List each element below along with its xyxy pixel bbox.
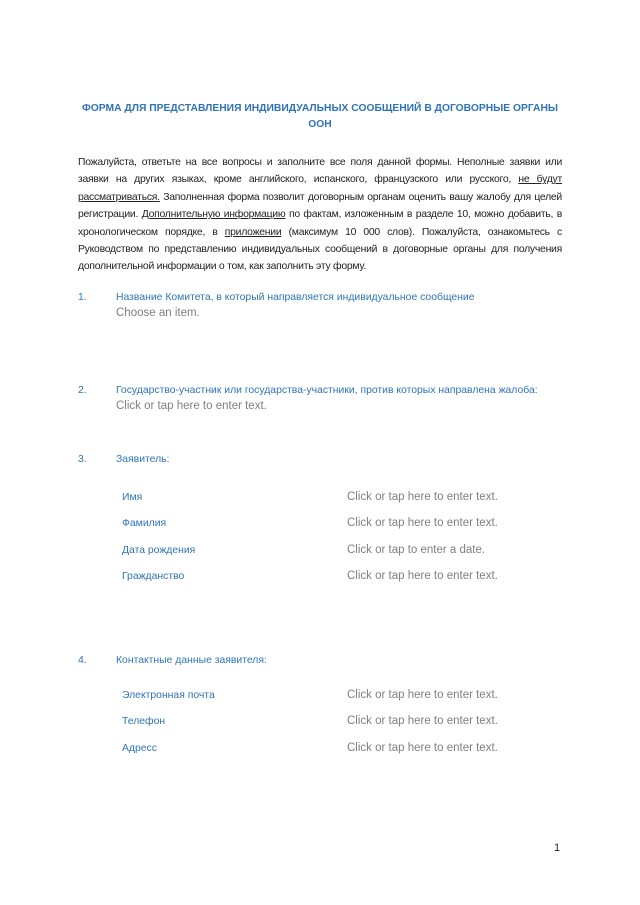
- birth-date-input[interactable]: Click or tap to enter a date.: [347, 543, 486, 556]
- section-number: 4.: [78, 654, 87, 666]
- field-label: Фамилия: [122, 518, 167, 530]
- section-state-party: [78, 383, 562, 414]
- first-name-input[interactable]: Click or tap here to enter text.: [347, 490, 498, 503]
- section-applicant: [78, 452, 562, 597]
- field-row: [122, 689, 562, 716]
- intro-paragraph: [78, 154, 562, 276]
- section-number: 2.: [78, 384, 87, 396]
- intro-text: по фактам, изложенным в разделе 10, можно добавить, в хронологическом порядке, в: [78, 209, 563, 238]
- annex-link: приложении: [224, 226, 282, 238]
- field-label: Телефон: [122, 716, 166, 728]
- field-label: Дата рождения: [122, 544, 196, 556]
- field-row: [122, 570, 562, 597]
- field-row: [122, 742, 562, 769]
- email-input[interactable]: Click or tap here to enter text.: [347, 688, 498, 701]
- page-number: 1: [554, 842, 561, 854]
- section-label: Государство-участник или государства-участники, против которых направлена жалоба:: [116, 384, 538, 396]
- section-label: Название Комитета, в который направляется индивидуальное сообщение: [116, 291, 475, 303]
- field-label: Имя: [122, 491, 143, 503]
- page-title: ФОРМА ДЛЯ ПРЕДСТАВЛЕНИЯ ИНДИВИДУАЛЬНЫХ СООБЩЕНИЙ В ДОГОВОРНЫЕ ОРГАНЫ ООН: [82, 103, 558, 130]
- last-name-input[interactable]: Click or tap here to enter text.: [347, 517, 498, 530]
- field-row: [122, 715, 562, 742]
- state-party-input[interactable]: Click or tap here to enter text.: [116, 399, 267, 412]
- committee-dropdown[interactable]: Choose an item.: [116, 306, 200, 319]
- intro-underlined: не будут рассматриваться.: [78, 174, 562, 203]
- field-label: Адресс: [122, 742, 157, 754]
- intro-text: Заполненная форма позволит договорным органам оценить вашу жалобу для целей регистрации.: [78, 191, 562, 221]
- applicant-fields: [122, 491, 562, 597]
- section-contacts: [78, 653, 562, 769]
- phone-input[interactable]: Click or tap here to enter text.: [347, 715, 498, 728]
- section-label: Контактные данные заявителя:: [116, 654, 267, 666]
- section-committee: [78, 290, 562, 321]
- additional-info-link: Дополнительную информацию: [141, 209, 286, 221]
- field-row: [122, 491, 562, 518]
- section-number: 1.: [78, 291, 87, 303]
- section-label: Заявитель:: [116, 453, 170, 465]
- citizenship-input[interactable]: Click or tap here to enter text.: [347, 570, 498, 583]
- intro-text: (максимум 10 000 слов). Пожалуйста, ознакомьтесь с Руководством по представлению индивидуальных сообщений в договорные органы для получения дополнительной информации о том, как заполнить эту форму.: [78, 226, 562, 273]
- intro-text: Пожалуйста, ответьте на все вопросы и заполните все поля данной формы. Неполные заявки или заявки на других языках, кроме английского, испанского, французского или русского,: [78, 157, 562, 186]
- field-label: Гражданство: [122, 571, 185, 583]
- field-row: [122, 517, 562, 544]
- section-number: 3.: [78, 453, 87, 465]
- contact-fields: [122, 689, 562, 769]
- address-input[interactable]: Click or tap here to enter text.: [347, 741, 498, 754]
- field-row: [122, 544, 562, 571]
- field-label: Электронная почта: [122, 689, 215, 701]
